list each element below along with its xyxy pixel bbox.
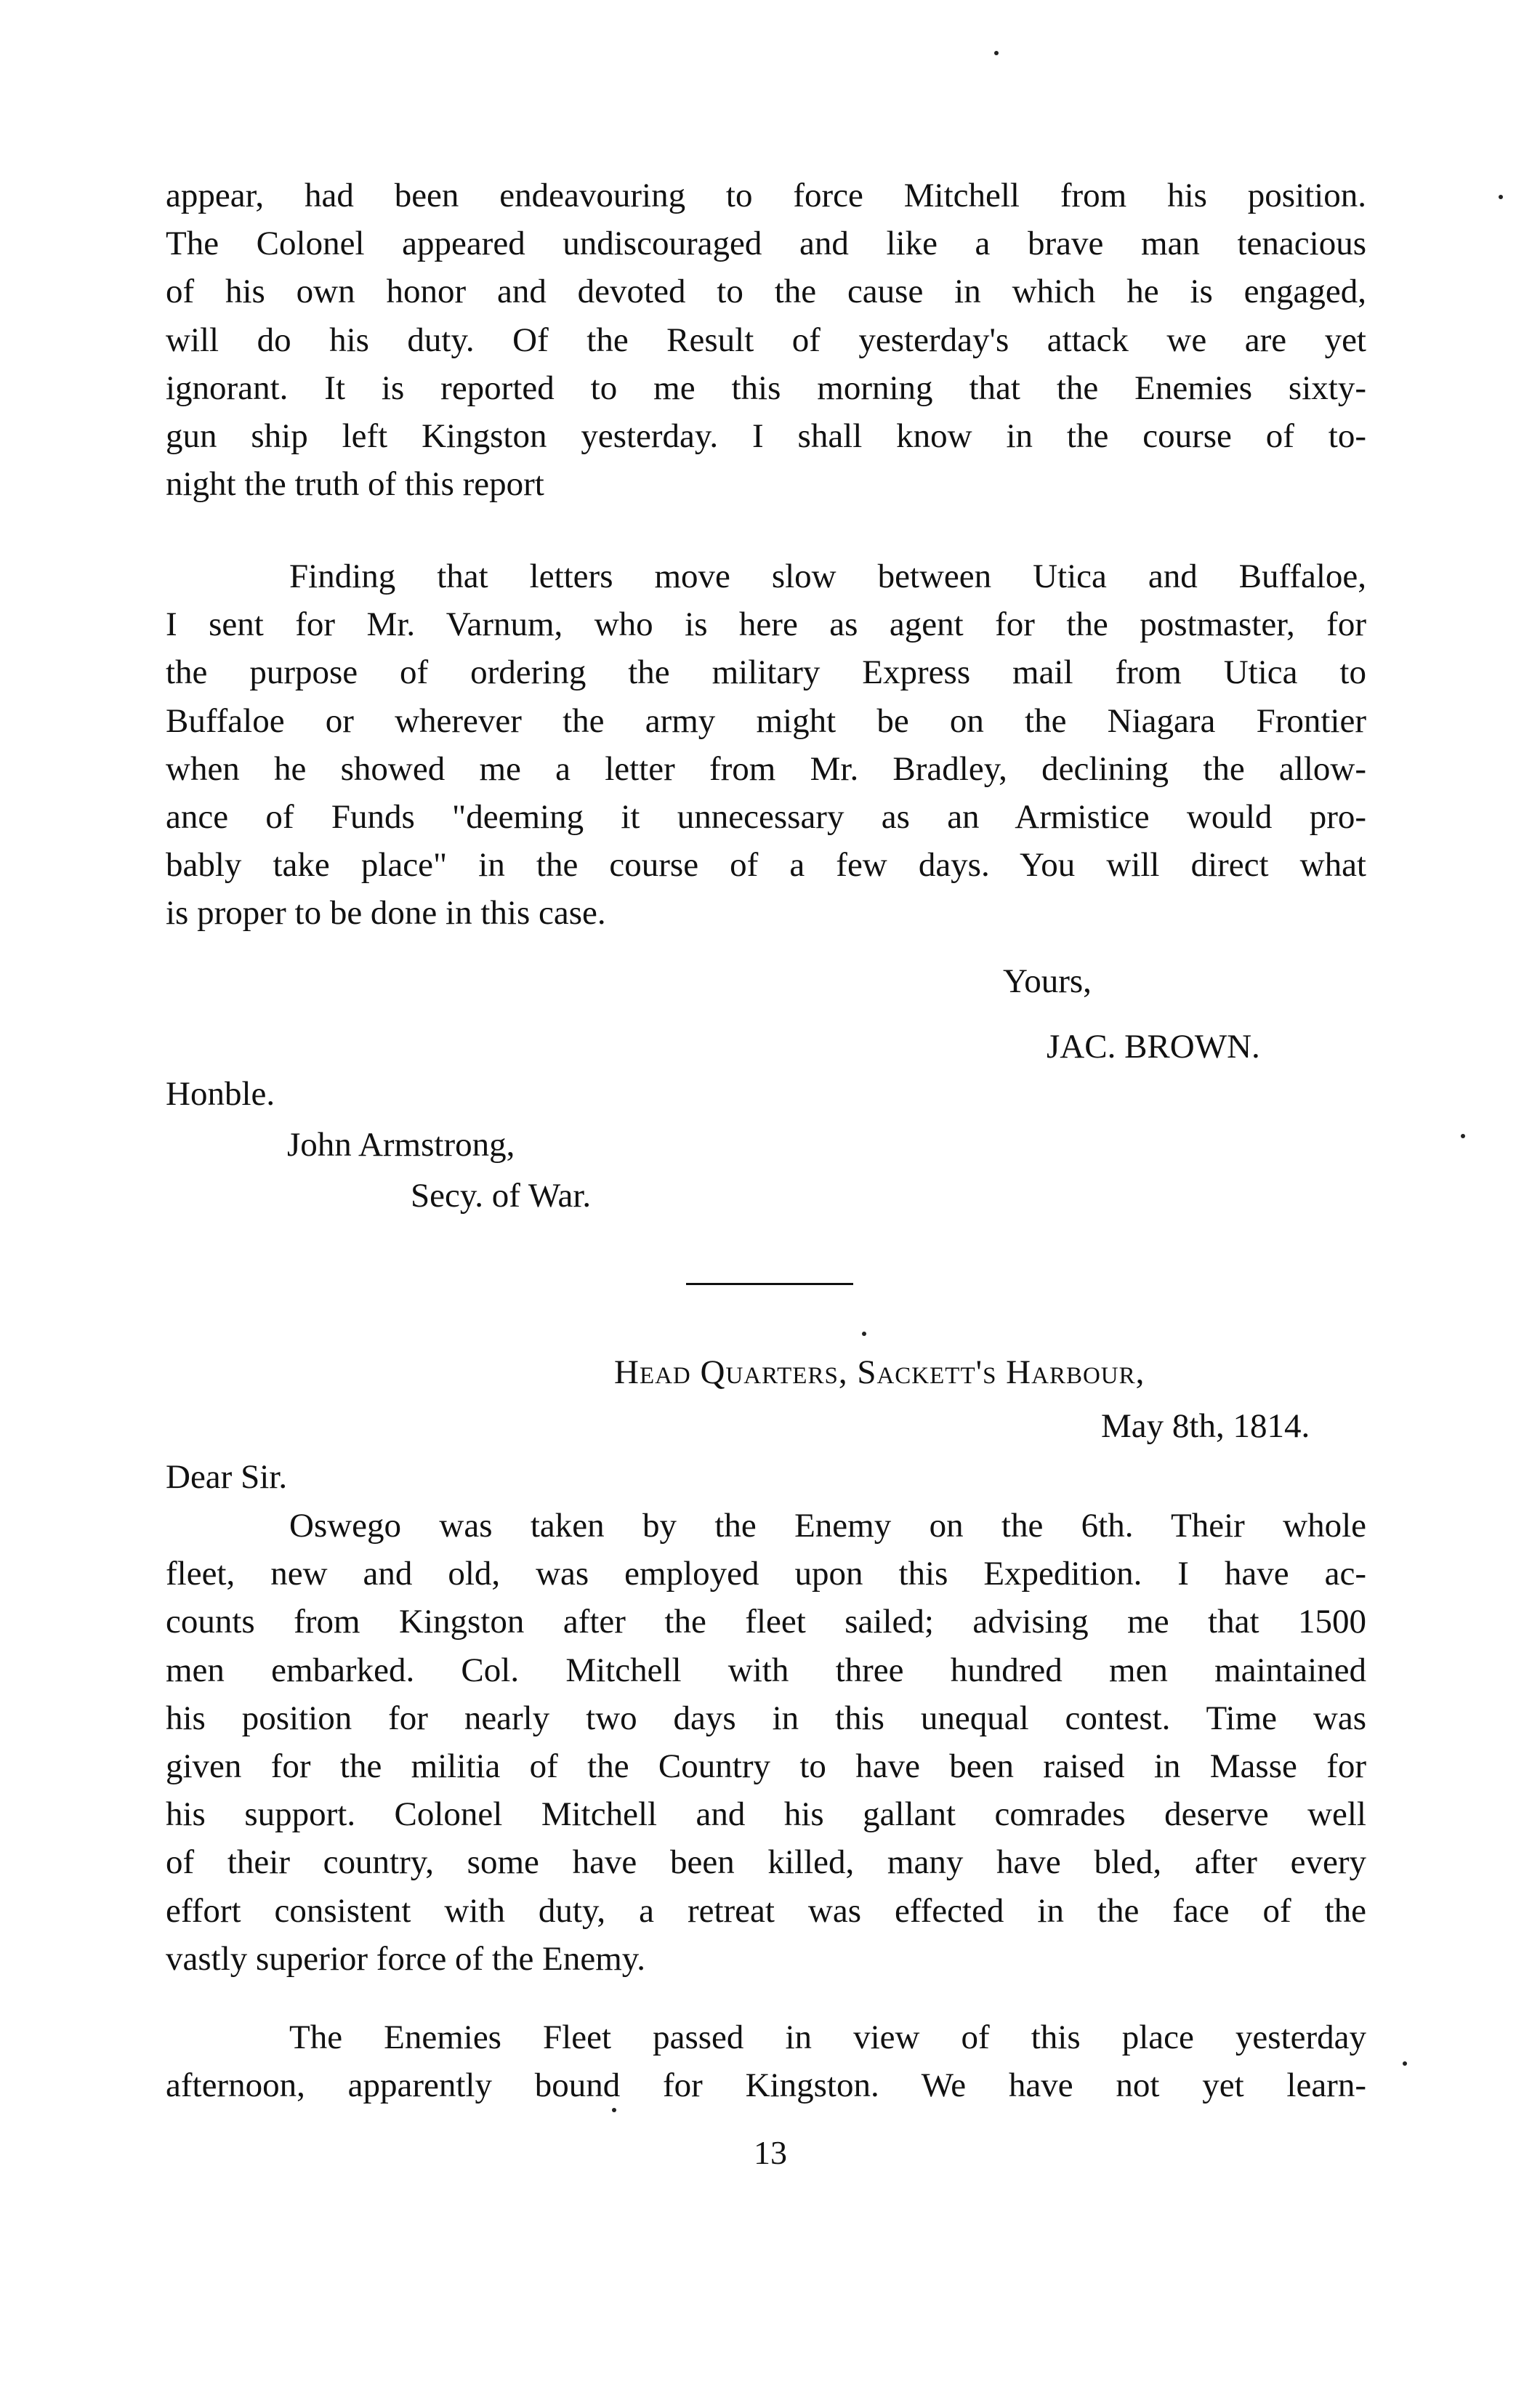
- text-line: Buffaloe or wherever the army might be on the Niagara Frontier: [166, 701, 1366, 740]
- text-line: his position for nearly two days in this unequal contest. Time was: [166, 1699, 1366, 1737]
- addressee-title: Secy. of War.: [411, 1177, 592, 1215]
- text-line: of their country, some have been killed, many have bled, after every: [166, 1843, 1366, 1882]
- text-line: men embarked. Col. Mitchell with three hundred men maintained: [166, 1651, 1366, 1689]
- text-line: effort consistent with duty, a retreat was effected in the face of the: [166, 1891, 1366, 1930]
- scan-speck: [1461, 1134, 1465, 1138]
- section-divider: [686, 1283, 853, 1285]
- letter2-heading-date: May 8th, 1814.: [1101, 1407, 1310, 1445]
- text-line: given for the militia of the Country to have been raised in Masse for: [166, 1747, 1366, 1786]
- text-line: counts from Kingston after the fleet sailed; advising me that 1500: [166, 1603, 1366, 1641]
- page-number: 13: [754, 2134, 787, 2171]
- text-line: Finding that letters move slow between Utica and Buffaloe,: [289, 557, 1366, 595]
- text-line: vastly superior force of the Enemy.: [166, 1939, 645, 1978]
- letter2-paragraph2: [166, 2013, 1366, 2109]
- letter1-paragraph2: [166, 552, 1366, 938]
- addressee-name: John Armstrong,: [287, 1126, 515, 1164]
- text-line: ignorant. It is reported to me this morning that the Enemies sixty-: [166, 369, 1366, 407]
- letter1-closing: Yours,: [1003, 962, 1092, 1000]
- text-line: afternoon, apparently bound for Kingston. We have not yet learn-: [166, 2066, 1366, 2105]
- scan-speck: [862, 1332, 866, 1336]
- letter2-salutation: Dear Sir.: [166, 1458, 288, 1496]
- letter1-signature: JAC. BROWN.: [1047, 1028, 1260, 1066]
- text-line: fleet, new and old, was employed upon this Expedition. I have ac-: [166, 1555, 1366, 1593]
- text-line: will do his duty. Of the Result of yesterday's attack we are yet: [166, 321, 1366, 359]
- scan-speck: [994, 51, 999, 55]
- text-line: ance of Funds "deeming it unnecessary as an Armistice would pro-: [166, 798, 1366, 837]
- letter2-heading-location: Head Quarters, Sackett's Harbour,: [614, 1353, 1145, 1391]
- text-line: Oswego was taken by the Enemy on the 6th. Their whole: [289, 1507, 1366, 1545]
- text-line: The Enemies Fleet passed in view of this place yesterday: [289, 2018, 1366, 2056]
- text-line: is proper to be done in this case.: [166, 894, 606, 933]
- text-line: appear, had been endeavouring to force Mitchell from his position.: [166, 177, 1366, 214]
- text-line: night the truth of this report: [166, 465, 544, 504]
- text-line: when he showed me a letter from Mr. Bradley, declining the allow-: [166, 749, 1366, 788]
- addressee-honorific: Honble.: [166, 1075, 275, 1113]
- text-line: his support. Colonel Mitchell and his gallant comrades deserve well: [166, 1795, 1366, 1834]
- text-line: of his own honor and devoted to the cause in which he is engaged,: [166, 273, 1366, 311]
- scan-speck: [1499, 195, 1503, 199]
- scan-speck: [1403, 2061, 1407, 2066]
- scan-speck: [612, 2108, 616, 2112]
- text-line: The Colonel appeared undiscouraged and like a brave man tenacious: [166, 225, 1366, 263]
- letter2-paragraph1: [166, 1502, 1366, 1983]
- text-line: gun ship left Kingston yesterday. I shall know in the course of to-: [166, 417, 1366, 456]
- letter1-paragraph1: [166, 172, 1366, 508]
- text-line: bably take place" in the course of a few days. You will direct what: [166, 846, 1366, 885]
- text-line: the purpose of ordering the military Express mail from Utica to: [166, 653, 1366, 692]
- text-line: I sent for Mr. Varnum, who is here as agent for the postmaster, for: [166, 605, 1366, 644]
